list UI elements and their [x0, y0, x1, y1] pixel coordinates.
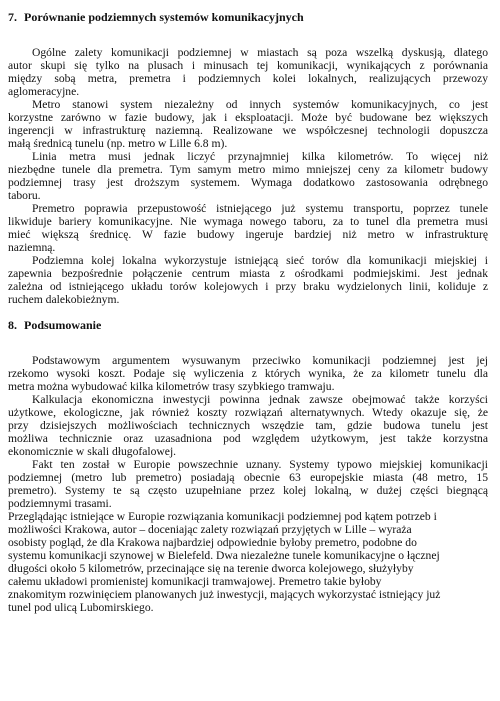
paragraph-line: Ogólne zalety komunikacji podziemnej w miastach są poza wszelką dyskusją, dlatego — [32, 46, 488, 59]
paragraph-line: użytkowe, ekologiczne, jak również koszty rozwiązań alternatywnych. Wtedy okazuje się, że — [8, 406, 488, 419]
paragraph-line: likwiduje bariery komunikacyjne. Nie wymaga nowego taboru, za to tunel dla premetra musi — [8, 215, 488, 228]
paragraph-line: Premetro poprawia przepustowość istniejącego już systemu transportu, poprzez tunele — [32, 202, 488, 215]
paragraph-line: autor skupi się tylko na plusach i minusach tej komunikacji, wynikających z porównania — [8, 59, 488, 72]
paragraph-line: Kalkulacja ekonomiczna inwestycji powinna jednak zawsze obejmować także korzyści — [32, 393, 488, 406]
paragraph-line: małą średnicą tunelu (np. metro w Lille 6.8 m). — [8, 137, 228, 150]
section-title: Porównanie podziemnych systemów komunikacyjnych — [24, 10, 304, 24]
paragraph-line: możliwości Krakowa, autor – doceniając zalety rozwiązań przyjętych w Lille – wyraża — [8, 523, 412, 536]
paragraph-line: niezbędne tunele dla premetra. Tym samym metro mimo mniejszej ceny za kilometr budowy — [8, 163, 488, 176]
paragraph-line: metra można wybudować kilka kilometrów trasy szybkiego tramwaju. — [8, 380, 335, 393]
paragraph-line: systemu komunikacji szynowej w Bielefeld. Dwa niezależne tunele komunikacyjne o łącznej — [8, 549, 440, 562]
paragraph-line: ruchem dalekobieżnym. — [8, 293, 120, 306]
paragraph-line: całemu układowi promienistej komunikacji tramwajowej. Premetro takie byłoby — [8, 575, 382, 588]
paragraph-line: osobisty pogląd, że dla Krakowa najbardziej odpowiednie byłoby premetro, podobne do — [8, 536, 417, 549]
paragraph-line: ekonomicznie w skali długofalowej. — [8, 445, 177, 458]
paragraph-line: zapewnia bezpośrednie połączenie centrum miasta z ośrodkami podmiejskimi. Jest jednak — [8, 267, 488, 280]
paragraph-line: aglomeracyjne. — [8, 85, 80, 98]
section-number: 7. — [8, 10, 17, 24]
section-heading — [8, 10, 304, 24]
paragraph-line: zależna od istniejącego układu torów kolejowych i przy braku wydzielonych linii, koliduje z — [8, 280, 488, 293]
section-title: Podsumowanie — [24, 318, 102, 332]
paragraph-line: Podziemna kolej lokalna wykorzystuje istniejącą sieć torów dla komunikacji miejskiej i — [32, 254, 488, 267]
paragraph-line: Fakt ten został w Europie powszechnie uznany. Systemy typowo miejskiej komunikacji — [32, 458, 488, 471]
paragraph-line: między sobą metra, premetra i podziemnych kolei lokalnych, realizujących przewozy — [8, 72, 488, 85]
paragraph-line: rzekomo wysoki koszt. Podaje się wyliczenia z których wynika, że za kilometr tunelu dla — [8, 367, 488, 380]
paragraph-line: taboru. — [8, 189, 41, 202]
paragraph-line: premetro). Systemy te są często uzupełniane przez kolej lokalną, w dużej części biegnącą — [8, 484, 488, 497]
paragraph-line: przy dzisiejszych możliwościach technicznych wszędzie tam, gdzie budowa tunelu jest — [8, 419, 488, 432]
paragraph-line: możliwa technicznie oraz uzasadniona pod względem użytkowym, jest także korzystna — [8, 432, 488, 445]
paragraph-line: tunel pod ulicą Lubomirskiego. — [8, 601, 154, 614]
paragraph-line: podziemnej (metro lub premetro) posiadają obecnie 63 europejskie miasta (48 metro, 15 — [8, 471, 488, 484]
paragraph-line: podziemnej trasy jest droższym systemem. Wymaga dodatkowo zastosowania odrębnego — [8, 176, 488, 189]
paragraph-line: Przeglądając istniejące w Europie rozwiązania komunikacji podziemnej pod kątem potrzeb i — [8, 510, 437, 523]
paragraph-line: ingerencji w infrastrukturę naziemną. Realizowane we współczesnej technologii dopuszcza — [8, 124, 488, 137]
paragraph-line: mieć większą średnicę. W fazie budowy ingeruje bardziej niż metro w infrastrukturę — [8, 228, 488, 241]
paragraph-line: naziemną. — [8, 241, 56, 254]
paragraph-line: Podstawowym argumentem wysuwanym przeciwko komunikacji podziemnej jest jej — [32, 354, 488, 367]
paragraph-line: podziemnymi trasami. — [8, 497, 112, 510]
paragraph-line: korzystne zarówno w fazie budowy, jak i eksploatacji. Może być budowane bez większych — [8, 111, 488, 124]
paragraph-line: Metro stanowi system niezależny od innych systemów komunikacyjnych, co jest — [32, 98, 488, 111]
section-number: 8. — [8, 318, 17, 332]
paragraph-line: znakomitym rozwinięciem planowanych już inwestycji, mających wykorzystać istniejący już — [8, 588, 441, 601]
paragraph-line: Linia metra musi jednak liczyć przynajmniej kilka kilometrów. To więcej niż — [32, 150, 488, 163]
paragraph-line: długości około 5 kilometrów, przecinające się na terenie dworca kolejowego, służyłyby — [8, 562, 414, 575]
section-heading — [8, 318, 101, 332]
